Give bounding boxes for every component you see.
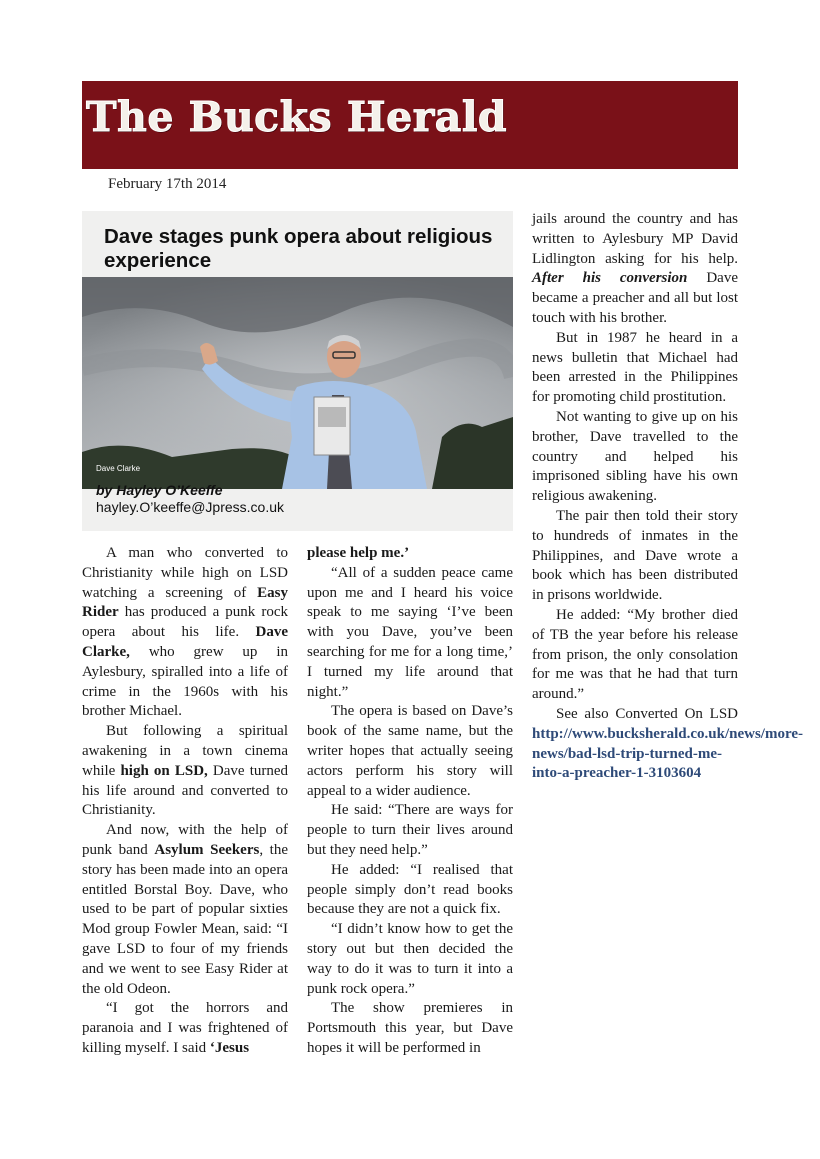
photo-caption: Dave Clarke (96, 464, 141, 473)
photo-illustration (82, 277, 513, 489)
paragraph: He added: “My brother died of TB the year before his release from prison, the only consolation for me was that he had that turn around.” (532, 606, 738, 703)
paragraph: He said: “There are ways for people to turn their lives around but they need help.” (307, 802, 513, 858)
paragraph: The show premieres in Portsmouth this year, but Dave hopes it will be performed in (307, 1000, 513, 1056)
paragraph: But in 1987 he heard in a news bulletin that Michael had been arrested in the Philippines for promoting child prostitution. (532, 329, 738, 406)
feature-headline: Dave stages punk opera about religious experience (104, 225, 493, 272)
paragraph: Not wanting to give up on his brother, Dave travelled to the country and helped his imprisoned sibling have his own religious awakening. (532, 408, 738, 505)
masthead (82, 81, 738, 169)
article-column-3 (532, 210, 803, 784)
paragraph: See also Converted On LSD http://www.bucksherald.co.uk/news/more-news/bad-lsd-trip-turned-me-into-a-preacher-1-3103604 (532, 705, 803, 782)
feature-photo (82, 277, 513, 489)
paragraph: A man who converted to Christianity while high on LSD watching a screening of Easy Rider has produced a punk rock opera about his life. Dave Clarke, who grew up in Aylesbury, spiralled into a life of crime in the 1960s with his brother Michael. (82, 545, 288, 720)
paragraph: The opera is based on Dave’s book of the same name, but the writer hopes that actually seeing actors perform his story will appeal to a wider audience. (307, 703, 513, 799)
author-email: hayley.O’keeffe@Jpress.co.uk (96, 499, 285, 515)
feature-box (82, 211, 513, 531)
paragraph: “I didn’t know how to get the story out but then decided the way to do it was to turn it into a punk rock opera.” (307, 921, 513, 997)
paragraph: “I got the horrors and paranoia and I was frightened of killing myself. I said ‘Jesus (82, 1000, 288, 1056)
paragraph: please help me.’ (307, 545, 410, 561)
article-column-2 (307, 544, 513, 1059)
paragraph: The pair then told their story to hundreds of inmates in the Philippines, and Dave wrote a book which has been distributed in prisons worldwide. (532, 507, 738, 604)
article-column-1 (82, 544, 288, 1059)
article-link[interactable]: http://www.bucksherald.co.uk/news/more-news/bad-lsd-trip-turned-me-into-a-preacher-1-3103604 (532, 725, 803, 782)
paragraph: But following a spiritual awakening in a town cinema while high on LSD, Dave turned his life around and converted to Christianity. (82, 723, 289, 819)
masthead-title: The Bucks Herald (86, 93, 508, 141)
byline: by Hayley O’Keeffe (96, 482, 223, 498)
paragraph: jails around the country and has written to Aylesbury MP David Lidlington asking for his help. After his conversion Dave became a preacher and all but lost touch with his brother. (532, 211, 738, 326)
publication-date: February 17th 2014 (108, 176, 227, 192)
paragraph: “All of a sudden peace came upon me and I heard his voice speak to me saying ‘I’ve been with you Dave, you’ve been searching for me for a long time,’ I turned my life around that night.” (307, 564, 513, 700)
paragraph: He added: “I realised that people simply don’t read books because they are not a quick fix. (307, 861, 513, 918)
paragraph: And now, with the help of punk band Asylum Seekers, the story has been made into an opera entitled Borstal Boy. Dave, who used to be part of popular sixties Mod group Fowler Mean, said: “I gave LSD to four of my friends and we went to see Easy Rider at the old Odeon. (82, 822, 288, 997)
